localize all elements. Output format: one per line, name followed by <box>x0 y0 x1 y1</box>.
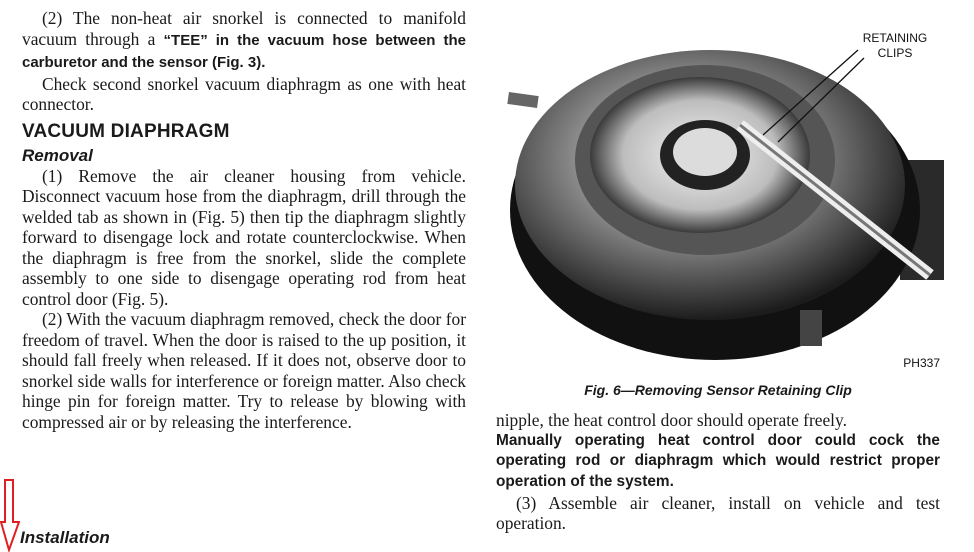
subheading-removal: Removal <box>22 145 93 165</box>
figure-caption: Fig. 6—Removing Sensor Retaining Clip <box>584 382 852 398</box>
step-3-assemble: (3) Assemble air cleaner, install on vehicle and test operation. <box>496 492 940 534</box>
snorkel-text: (2) The non-heat air snorkel is connected to manifold vacuum through a <box>22 8 466 49</box>
red-down-arrow-icon <box>0 478 20 552</box>
warning-bold-paragraph: Manually operating heat control door could cock the operating rod or diaphragm which would restrict proper operation of the system. <box>496 431 940 491</box>
air-cleaner-photo <box>500 10 944 374</box>
left-column <box>22 8 466 432</box>
removal-step-2: (2) With the vacuum diaphragm removed, check the door for freedom of travel. When the door is raised to the up position, it should fall freely when released. If it does not, observe door to snorkel side walls for interference or foreign matter. Also check hinge pin for foreign matter. Try to release by blowing with compressed air or by releasing the interference. <box>22 309 466 432</box>
photo-code: PH337 <box>903 356 940 370</box>
subheading-installation: Installation <box>20 528 110 547</box>
callout-clips: CLIPS <box>877 46 913 60</box>
removal-step-1: (1) Remove the air cleaner housing from vehicle. Disconnect vacuum hose from the diaphragm, drill through the welded tab as shown in (Fig. 5) then tip the diaphragm slightly forward to disengage lock and rotate counterclockwise. When the diaphragm is free from the snorkel, slide the complete assembly to one side to disengage operating rod from heat control door (Fig. 5). <box>22 165 466 309</box>
paragraph-check-diaphragm: Check second snorkel vacuum diaphragm as one with heat connector. <box>22 73 466 114</box>
section-heading-vacuum-diaphragm: VACUUM DIAPHRAGM <box>22 120 230 142</box>
right-column <box>496 410 940 534</box>
callout-retaining: RETAINING <box>862 31 928 45</box>
tee-bold-text: “TEE” in the vacuum hose between the carburetor and the sensor (Fig. 3). <box>22 31 466 71</box>
paragraph-nipple: nipple, the heat control door should operate freely. <box>496 410 847 430</box>
paragraph-snorkel <box>22 8 466 74</box>
